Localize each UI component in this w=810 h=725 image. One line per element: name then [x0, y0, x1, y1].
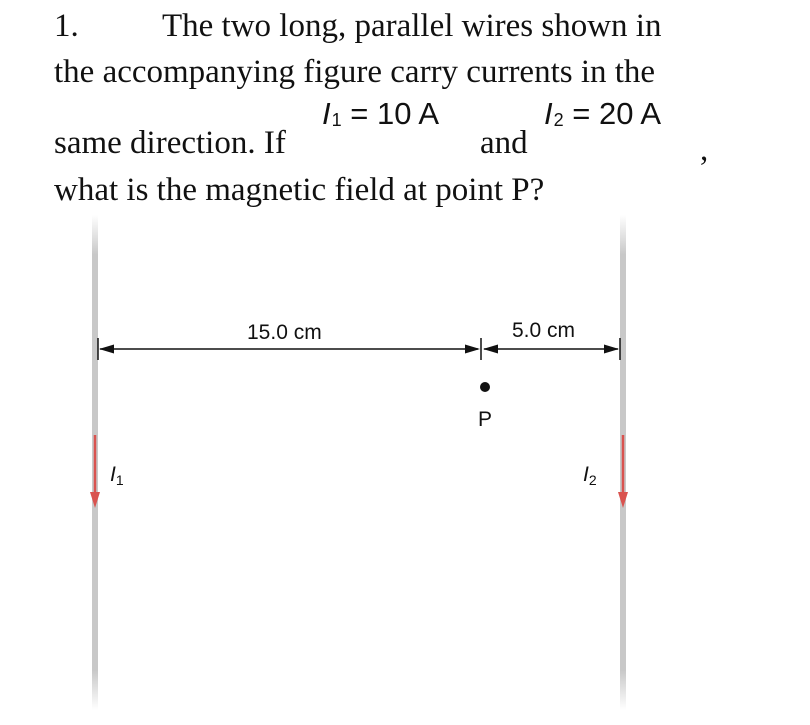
- distance-left-label: 15.0 cm: [247, 321, 322, 344]
- wire-1-label-subscript: 1: [115, 472, 124, 488]
- distance-right-label: 5.0 cm: [512, 319, 576, 342]
- point-p-label: P: [478, 408, 493, 431]
- wire-1-label: [110, 463, 124, 488]
- current-2-value: = 20 A: [572, 96, 662, 131]
- point-p-dot: [480, 382, 490, 392]
- comma: ,: [700, 132, 709, 168]
- wire-2-label-symbol: I: [583, 463, 589, 486]
- wire-2-label-subscript: 2: [588, 472, 597, 488]
- problem-number: 1.: [54, 8, 79, 44]
- problem-text-line-3: same direction. If: [54, 125, 286, 161]
- current-2-symbol: I: [544, 96, 553, 131]
- current-1-value: = 10 A: [350, 96, 440, 131]
- problem-text-line-2: the accompanying figure carry currents in the: [54, 54, 656, 90]
- wire-1-label-symbol: I: [110, 463, 116, 486]
- current-1-symbol: I: [322, 96, 331, 131]
- wire-2-label: [583, 463, 597, 488]
- current-1-arrow: [90, 435, 100, 508]
- problem-text-line-1: The two long, parallel wires shown in: [162, 8, 662, 44]
- conjunction-and: and: [480, 125, 528, 161]
- current-2-arrow: [618, 435, 628, 508]
- current-1-subscript: 1: [331, 110, 342, 130]
- current-2-subscript: 2: [553, 110, 564, 130]
- problem-text-line-4: what is the magnetic field at point P?: [54, 172, 545, 208]
